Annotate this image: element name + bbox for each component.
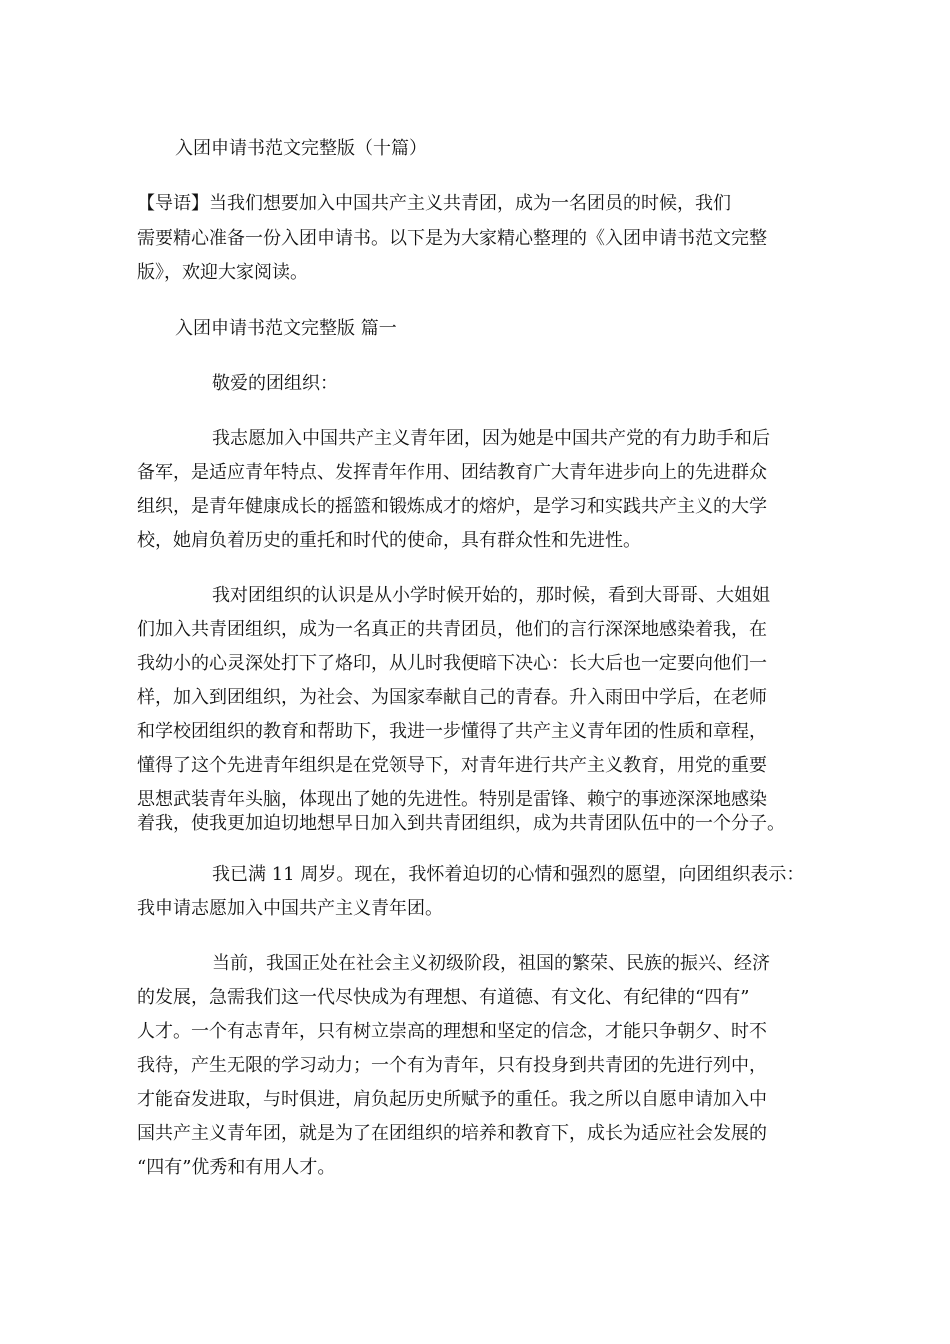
document-title: 入团申请书范文完整版（十篇） (175, 138, 427, 159)
paragraph-line: 懂得了这个先进青年组织是在党领导下，对青年进行共产主义教育，用党的重要 (137, 755, 767, 776)
paragraph-line: 们加入共青团组织，成为一名真正的共青团员，他们的言行深深地感染着我，在 (137, 619, 767, 640)
paragraph-line: 我对团组织的认识是从小学时候开始的，那时候，看到大哥哥、大姐姐 (212, 585, 770, 606)
paragraph-line: 着我，使我更加迫切地想早日加入到共青团组织，成为共青团队伍中的一个分子。 (137, 813, 785, 834)
paragraph-line: 我幼小的心灵深处打下了烙印，从儿时我便暗下决心：长大后也一定要向他们一 (137, 653, 767, 674)
paragraph-line: 样，加入到团组织，为社会、为国家奉献自己的青春。升入雨田中学后，在老师 (137, 687, 767, 708)
paragraph-line: 校，她肩负着历史的重托和时代的使命，具有群众性和先进性。 (137, 530, 641, 551)
paragraph-line: 组织，是青年健康成长的摇篮和锻炼成才的熔炉，是学习和实践共产主义的大学 (137, 496, 767, 517)
paragraph-line: “四有”优秀和有用人才。 (137, 1157, 336, 1178)
intro-line: 需要精心准备一份入团申请书。以下是为大家精心整理的《入团申请书范文完整 (137, 228, 767, 249)
paragraph-line: 我志愿加入中国共产主义青年团，因为她是中国共产党的有力助手和后 (212, 428, 770, 449)
intro-line: 【导语】当我们想要加入中国共产主义共青团，成为一名团员的时候，我们 (137, 193, 731, 214)
paragraph-line: 国共产主义青年团，就是为了在团组织的培养和教育下，成长为适应社会发展的 (137, 1123, 767, 1144)
paragraph-line: 人才。一个有志青年，只有树立崇高的理想和坚定的信念，才能只争朝夕、时不 (137, 1021, 767, 1042)
section-heading: 入团申请书范文完整版 篇一 (175, 318, 397, 339)
paragraph-line: 我待，产生无限的学习动力；一个有为青年，只有投身到共青团的先进行列中， (137, 1055, 767, 1076)
paragraph-line: 当前，我国正处在社会主义初级阶段，祖国的繁荣、民族的振兴、经济 (212, 953, 770, 974)
intro-line: 版》，欢迎大家阅读。 (137, 262, 308, 283)
paragraph-line: 备军，是适应青年特点、发挥青年作用、团结教育广大青年进步向上的先进群众 (137, 462, 767, 483)
paragraph-line: 我申请志愿加入中国共产主义青年团。 (137, 898, 443, 919)
paragraph-line: 和学校团组织的教育和帮助下，我进一步懂得了共产主义青年团的性质和章程， (137, 721, 767, 742)
paragraph-line: 才能奋发进取，与时俱进，肩负起历史所赋予的重任。我之所以自愿申请加入中 (137, 1089, 767, 1110)
salutation: 敬爱的团组织： (212, 373, 338, 394)
paragraph-line: 思想武装青年头脑，体现出了她的先进性。特别是雷锋、赖宁的事迹深深地感染 (137, 789, 767, 810)
paragraph-line: 我已满 11 周岁。现在，我怀着迫切的心情和强烈的愿望，向团组织表示： (212, 864, 805, 885)
paragraph-line: 的发展，急需我们这一代尽快成为有理想、有道德、有文化、有纪律的“四有” (137, 987, 750, 1008)
